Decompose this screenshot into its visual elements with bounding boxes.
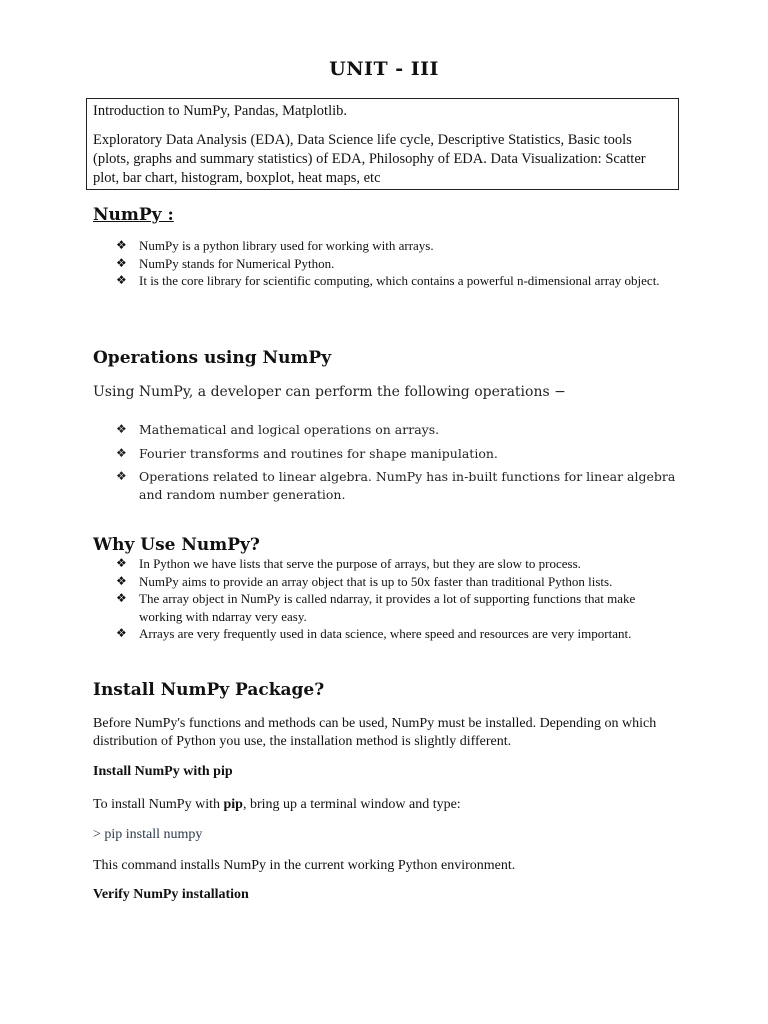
operations-bullet-list bbox=[116, 421, 676, 509]
diamond-bullet-icon: ❖ bbox=[116, 273, 127, 287]
list-item: ❖ Fourier transforms and routines for shape manipulation. bbox=[116, 445, 498, 461]
list-item: ❖ Operations related to linear algebra. NumPy has in-built functions for linear algebra and random number generation. bbox=[116, 469, 676, 502]
operations-heading: Operations using NumPy bbox=[93, 348, 332, 368]
unit-title: UNIT - III bbox=[329, 58, 439, 80]
install-intro: Before NumPy's functions and methods can be used, NumPy must be installed. Depending on which distribution of Python you use, the installation method is slightly different. bbox=[93, 716, 657, 749]
numpy-bullet-list bbox=[116, 237, 676, 290]
diamond-bullet-icon: ❖ bbox=[116, 238, 127, 252]
list-item: ❖ NumPy is a python library used for working with arrays. bbox=[116, 238, 434, 253]
diamond-bullet-icon: ❖ bbox=[116, 469, 127, 483]
diamond-bullet-icon: ❖ bbox=[116, 255, 127, 270]
syllabus-line-2: Exploratory Data Analysis (EDA), Data Science life cycle, Descriptive Statistics, Basic tools (plots, graphs and summary statistics) of EDA, Philosophy of EDA. Data Visualization: Scatter plot, bar chart, histogram, boxplot, heat maps, etc bbox=[93, 132, 646, 186]
list-item: ❖ Mathematical and logical operations on arrays. bbox=[116, 422, 440, 437]
list-item: ❖ In Python we have lists that serve the purpose of arrays, but they are slow to process. bbox=[116, 556, 581, 571]
numpy-heading: NumPy : bbox=[93, 205, 174, 225]
diamond-bullet-icon: ❖ bbox=[116, 445, 127, 460]
list-item: ❖ The array object in NumPy is called ndarray, it provides a lot of supporting functions that make working with ndarray very easy. bbox=[116, 591, 636, 624]
pip-subheading: Install NumPy with pip bbox=[93, 764, 233, 779]
operations-intro: Using NumPy, a developer can perform the following operations − bbox=[93, 384, 566, 400]
why-heading: Why Use NumPy? bbox=[93, 535, 260, 555]
list-item: ❖ It is the core library for scientific computing, which contains a powerful n-dimensional array object. bbox=[116, 273, 660, 288]
command-note: This command installs NumPy in the current working Python environment. bbox=[93, 858, 516, 873]
syllabus-box bbox=[86, 98, 679, 190]
pip-command: > pip install numpy bbox=[93, 827, 203, 842]
diamond-bullet-icon: ❖ bbox=[116, 573, 127, 588]
diamond-bullet-icon: ❖ bbox=[116, 626, 127, 640]
why-bullet-list bbox=[116, 555, 676, 643]
diamond-bullet-icon: ❖ bbox=[116, 591, 127, 605]
list-item: ❖ Arrays are very frequently used in data science, where speed and resources are very important. bbox=[116, 626, 632, 641]
list-item: ❖ NumPy aims to provide an array object that is up to 50x faster than traditional Python lists. bbox=[116, 573, 613, 589]
verify-subheading: Verify NumPy installation bbox=[93, 887, 249, 902]
list-item: ❖ NumPy stands for Numerical Python. bbox=[116, 255, 335, 271]
syllabus-line-1: Introduction to NumPy, Pandas, Matplotlib. bbox=[93, 103, 348, 119]
pip-instructions: To install NumPy with pip, bring up a terminal window and type: bbox=[93, 797, 461, 812]
diamond-bullet-icon: ❖ bbox=[116, 556, 127, 570]
diamond-bullet-icon: ❖ bbox=[116, 422, 127, 436]
install-heading: Install NumPy Package? bbox=[93, 680, 325, 700]
